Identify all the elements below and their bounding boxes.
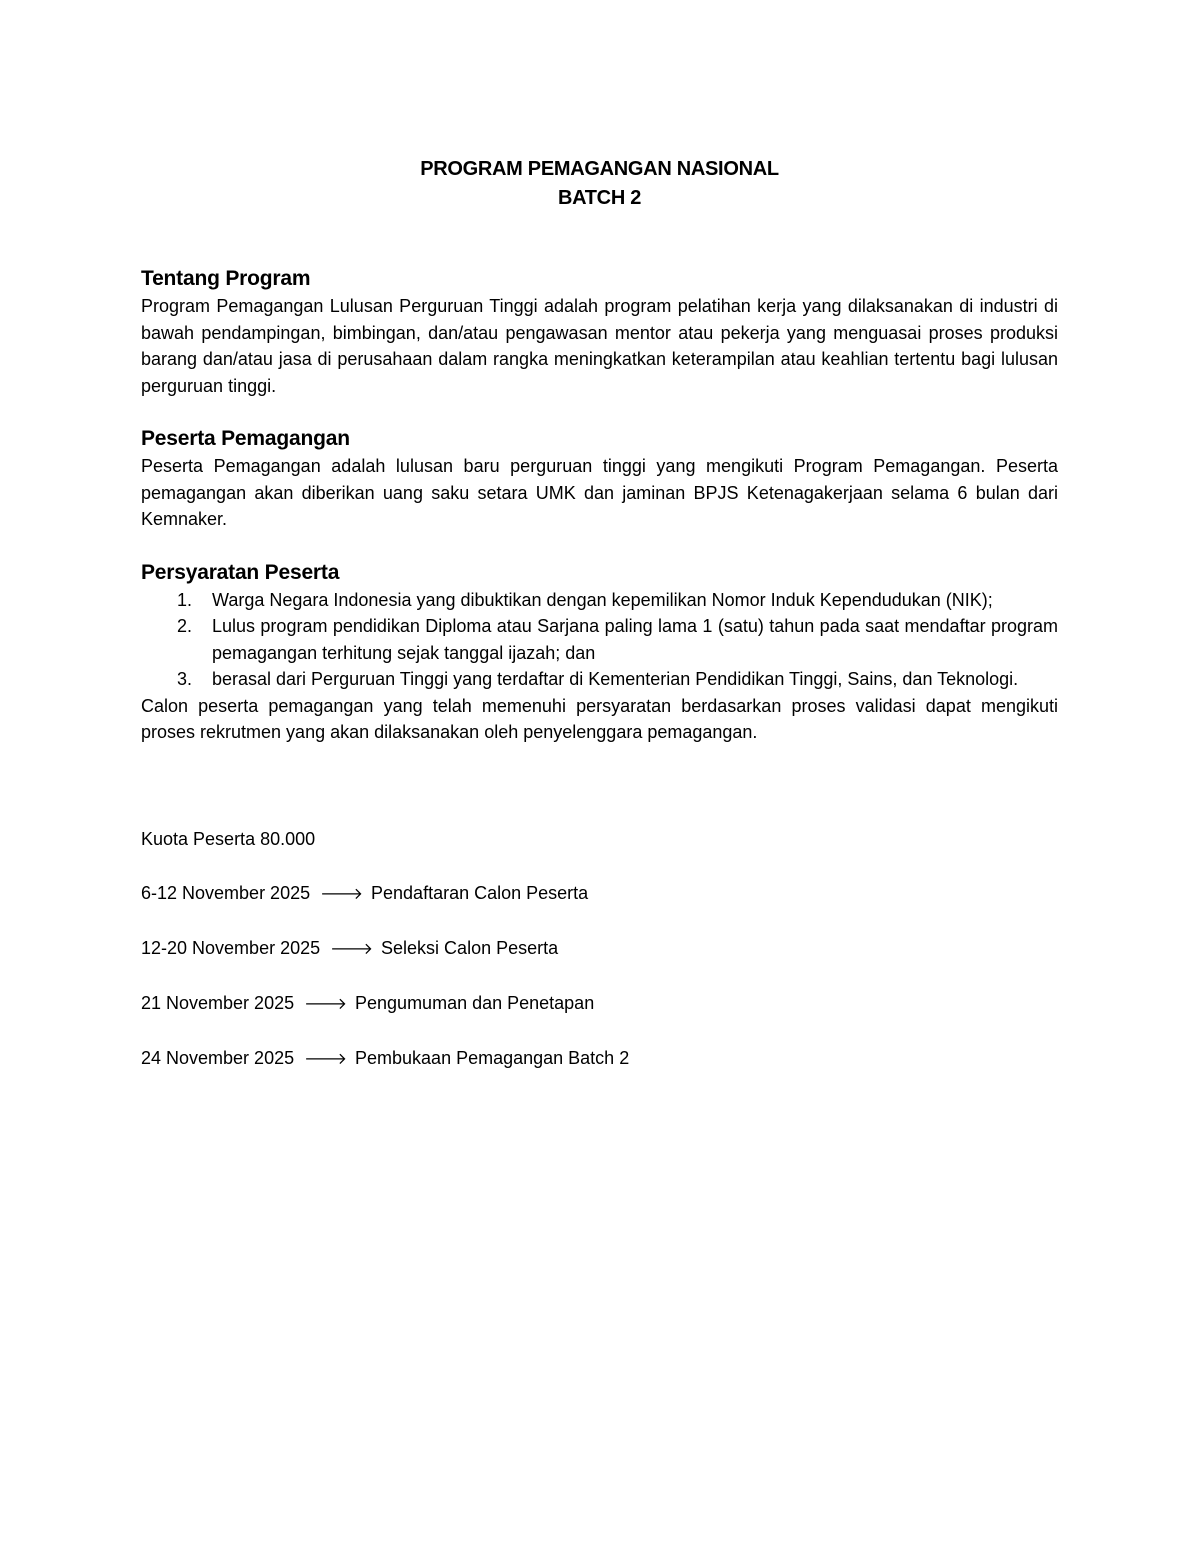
schedule-date: 24 November 2025 bbox=[141, 1047, 295, 1068]
list-item-text: Lulus program pendidikan Diploma atau Sarjana paling lama 1 (satu) tahun pada saat mendaftar program pemagangan terhitung sejak tanggal ijazah; dan bbox=[212, 616, 1058, 663]
section-heading: Persyaratan Peserta bbox=[141, 560, 340, 584]
arrow-right-icon: 🡒 bbox=[320, 883, 364, 903]
schedule-event: Pendaftaran Calon Peserta bbox=[371, 882, 589, 903]
list-item-text: Warga Negara Indonesia yang dibuktikan dengan kepemilikan Nomor Induk Kependudukan (NIK); bbox=[212, 589, 993, 610]
requirements-closing-paragraph: Calon peserta pemagangan yang telah memenuhi persyaratan berdasarkan proses validasi dapat mengikuti proses rekrutmen yang akan dilaksanakan oleh penyelenggara pemagangan. bbox=[141, 695, 1058, 742]
section-peserta-pemagangan bbox=[141, 425, 1058, 533]
schedule-date: 12-20 November 2025 bbox=[141, 937, 321, 958]
section-paragraph: Program Pemagangan Lulusan Perguruan Tinggi adalah program pelatihan kerja yang dilaksanakan di industri di bawah pendampingan, bimbingan, dan/atau pengawasan mentor atau pekerja yang menguasai proses produksi barang dan/atau jasa di perusahaan dalam rangka meningkatkan keterampilan atau keahlian tertentu bagi lulusan perguruan tinggi. bbox=[141, 296, 1058, 396]
schedule-date: 21 November 2025 bbox=[141, 992, 295, 1013]
schedule-event: Pengumuman dan Penetapan bbox=[355, 992, 595, 1013]
schedule-item bbox=[141, 1045, 1058, 1073]
title-line-1: PROGRAM PEMAGANGAN NASIONAL bbox=[420, 158, 779, 180]
list-item bbox=[141, 587, 1058, 614]
section-paragraph: Peserta Pemagangan adalah lulusan baru perguruan tinggi yang mengikuti Program Pemagangan. Peserta pemagangan akan diberikan uang saku setara UMK dan jaminan BPJS Ketenagakerjaan selama 6 bulan dari Kemnaker. bbox=[141, 456, 1058, 529]
quota-text: Kuota Peserta 80.000 bbox=[141, 828, 316, 849]
schedule-event: Seleksi Calon Peserta bbox=[381, 937, 559, 958]
arrow-right-icon: 🡒 bbox=[304, 1048, 348, 1068]
title-line-2: BATCH 2 bbox=[557, 187, 642, 209]
section-tentang-program bbox=[141, 265, 1058, 399]
list-number: 3. bbox=[177, 669, 193, 689]
list-number: 1. bbox=[177, 589, 193, 610]
section-heading: Peserta Pemagangan bbox=[141, 427, 350, 450]
section-persyaratan-peserta bbox=[141, 559, 1058, 746]
list-item bbox=[141, 613, 1058, 666]
schedule-item bbox=[141, 880, 1058, 908]
schedule-date: 6-12 November 2025 bbox=[141, 882, 311, 903]
schedule-list bbox=[141, 880, 1058, 1073]
section-heading: Tentang Program bbox=[141, 267, 311, 290]
schedule-item bbox=[141, 990, 1058, 1018]
document-title bbox=[141, 155, 1058, 213]
arrow-right-icon: 🡒 bbox=[330, 938, 374, 958]
schedule-event: Pembukaan Pemagangan Batch 2 bbox=[355, 1047, 630, 1068]
list-item bbox=[141, 666, 1058, 693]
arrow-right-icon: 🡒 bbox=[304, 993, 348, 1013]
list-item-text: berasal dari Perguruan Tinggi yang terdaftar di Kementerian Pendidikan Tinggi, Sains, dan Teknologi. bbox=[212, 669, 1019, 689]
schedule-item bbox=[141, 935, 1058, 963]
requirements-list bbox=[141, 587, 1058, 693]
document-page bbox=[141, 150, 1058, 1072]
list-number: 2. bbox=[177, 616, 193, 636]
